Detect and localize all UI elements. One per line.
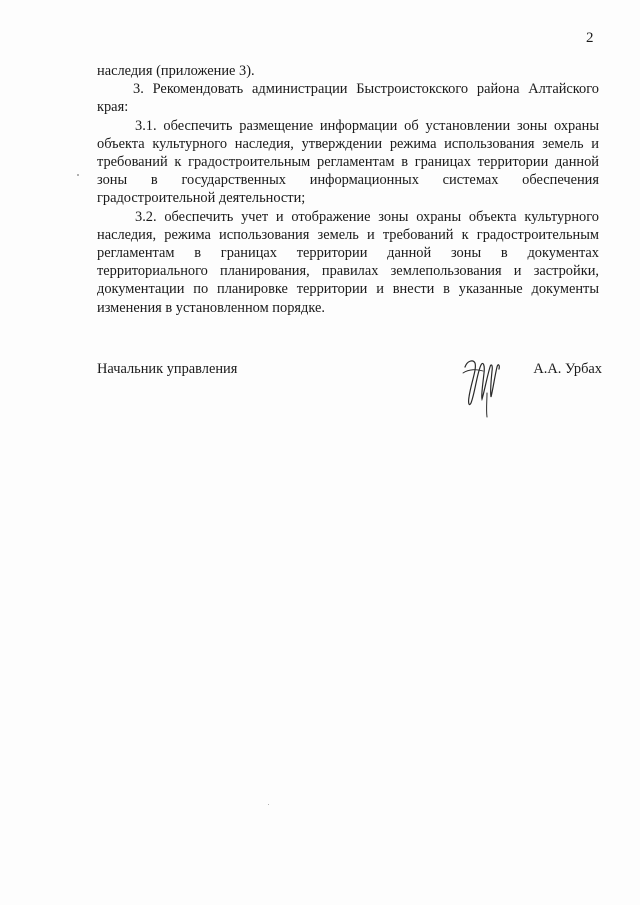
signatory-title: Начальник управления bbox=[97, 361, 238, 377]
document-body bbox=[97, 62, 599, 317]
signature-block bbox=[97, 361, 602, 431]
paragraph-item-3-1: 3.1. обеспечить размещение информации об установлении зоны охраны объекта культурного наследия, утверждении режима использования земель и требований к градостроительным регламентам в границах территории данной зоны в государственных информационных системах обеспечения градостроительной деятельности; bbox=[97, 117, 599, 207]
paragraph-item-3-2: 3.2. обеспечить учет и отображение зоны охраны объекта культурного наследия, режима использования земель и требований к градостроительным регламентам в границах территории данной зоны в документах территориального планирования, правилах землепользования и застройки, документации по планировке территории и внести в указанные документы изменения в установленном порядке. bbox=[97, 208, 599, 316]
handwritten-signature bbox=[457, 353, 513, 421]
scan-speck bbox=[77, 174, 79, 176]
paragraph-item-3: 3. Рекомендовать администрации Быстроистокского района Алтайского края: bbox=[97, 81, 599, 116]
scan-speck bbox=[268, 804, 269, 805]
signatory-name: А.А. Урбах bbox=[533, 361, 602, 377]
paragraph-continuation: наследия (приложение 3). bbox=[97, 63, 255, 79]
page-number: 2 bbox=[586, 30, 594, 46]
